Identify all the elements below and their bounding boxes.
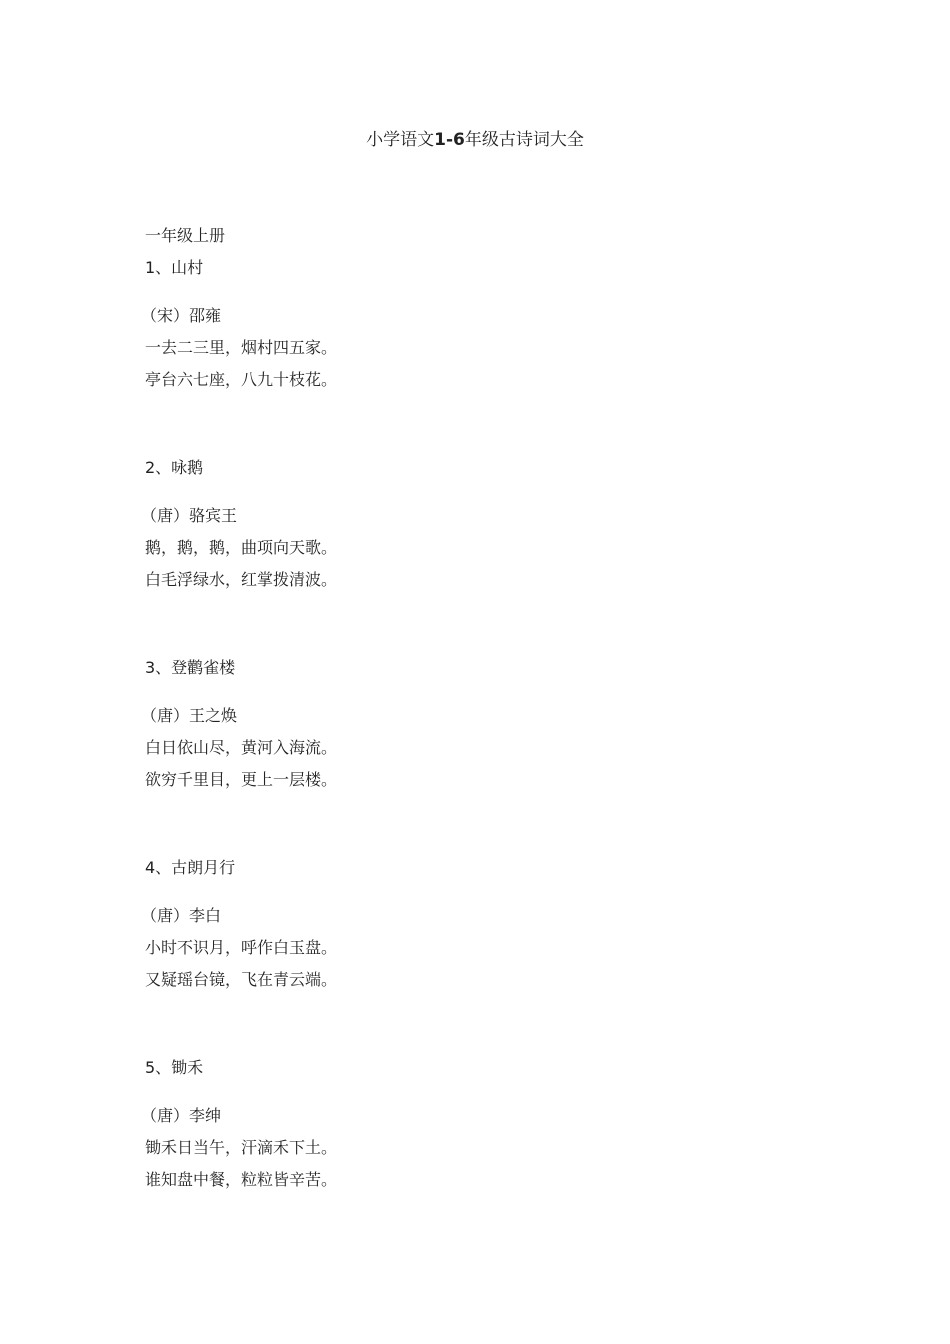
poem-author: （唐）骆宾王 xyxy=(141,506,238,525)
title-number: 1-6 xyxy=(434,130,465,150)
poem xyxy=(141,854,805,994)
poem xyxy=(141,254,805,394)
poem xyxy=(141,654,805,794)
poem-line: 谁知盘中餐，粒粒皆辛苦。 xyxy=(145,1170,338,1189)
document-body xyxy=(141,222,805,1254)
poem-line: 锄禾日当午，汗滴禾下土。 xyxy=(145,1138,338,1157)
poem-title: 4、古朗月行 xyxy=(145,858,236,877)
poem-line: 鹅，鹅，鹅，曲项向天歌。 xyxy=(145,538,338,557)
poem-title: 1、山村 xyxy=(145,258,204,277)
poem-line: 又疑瑶台镜，飞在青云端。 xyxy=(145,970,338,989)
poem-line: 小时不识月，呼作白玉盘。 xyxy=(145,938,338,957)
document-title xyxy=(0,126,950,154)
title-prefix: 小学语文 xyxy=(366,130,435,150)
poem-author: （唐）王之焕 xyxy=(141,706,238,725)
poem-title: 2、咏鹅 xyxy=(145,458,204,477)
volume-heading: 一年级上册 xyxy=(145,226,226,245)
poem-author: （唐）李白 xyxy=(141,906,222,925)
poem-line: 亭台六七座，八九十枝花。 xyxy=(145,370,338,389)
poem-line: 欲穷千里目，更上一层楼。 xyxy=(145,770,338,789)
poem-author: （宋）邵雍 xyxy=(141,306,222,325)
poem-line: 白毛浮绿水，红掌拨清波。 xyxy=(145,570,338,589)
poem-line: 白日依山尽，黄河入海流。 xyxy=(145,738,338,757)
poem-author: （唐）李绅 xyxy=(141,1106,222,1125)
poem-line: 一去二三里，烟村四五家。 xyxy=(145,338,338,357)
title-suffix: 年级古诗词大全 xyxy=(464,130,584,150)
poem-title: 3、登鹳雀楼 xyxy=(145,658,236,677)
poem xyxy=(141,454,805,594)
poem-title: 5、锄禾 xyxy=(145,1058,204,1077)
poem xyxy=(141,1054,805,1194)
